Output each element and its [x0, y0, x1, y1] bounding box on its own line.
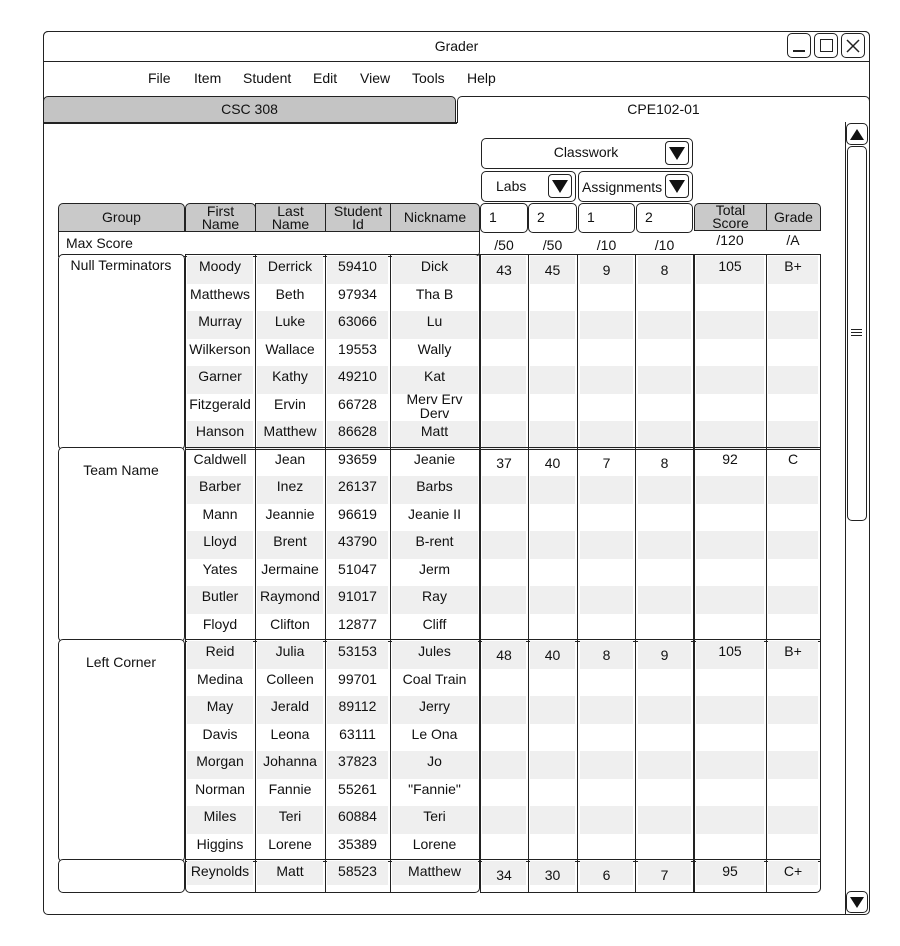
chevron-down-icon — [665, 174, 689, 198]
group-score-asg1[interactable]: 6 — [602, 867, 611, 883]
student-last-name: Inez — [276, 478, 304, 494]
group-name: Team Name — [83, 461, 159, 478]
student-nickname: Matt — [420, 423, 449, 439]
student-first-name: Murray — [198, 313, 242, 329]
student-nickname: "Fannie" — [408, 780, 461, 797]
assignment-2-header[interactable]: 2 — [636, 203, 693, 233]
student-nickname: Matthew — [408, 863, 461, 879]
student-first-name: Yates — [202, 560, 238, 577]
student-first-name: Higgins — [196, 835, 244, 852]
column-border — [480, 859, 529, 893]
lab-1-header[interactable]: 1 — [480, 203, 528, 233]
group-name: Left Corner — [85, 654, 157, 670]
group-grade: B+ — [784, 643, 802, 659]
arrow-up-icon — [850, 129, 864, 140]
group-score-asg2[interactable]: 9 — [660, 647, 669, 663]
minimize-button[interactable] — [787, 33, 811, 58]
tab-divider — [43, 122, 457, 124]
column-border — [694, 859, 767, 893]
student-id: 91017 — [338, 588, 377, 604]
lab-2-header[interactable]: 2 — [528, 203, 577, 233]
student-last-name: Luke — [274, 313, 306, 329]
group-score-asg1[interactable]: 9 — [602, 262, 611, 278]
window-title: Grader — [434, 38, 479, 54]
student-id: 97934 — [338, 285, 377, 302]
student-last-name: Wallace — [265, 340, 315, 357]
max-score-grade: /A — [786, 232, 800, 248]
menu-file[interactable]: File — [148, 70, 171, 86]
column-border — [390, 859, 480, 893]
student-first-name: Norman — [195, 780, 245, 797]
maximize-button[interactable] — [814, 33, 838, 58]
column-border — [528, 639, 578, 862]
column-header-nickname[interactable]: Nickname — [390, 203, 480, 232]
minimize-icon — [793, 50, 805, 52]
student-last-name: Clifton — [270, 615, 310, 632]
menu-tools[interactable]: Tools — [412, 70, 445, 86]
column-border — [635, 639, 694, 862]
scroll-down-button[interactable] — [846, 891, 868, 913]
student-first-name: Wilkerson — [189, 340, 251, 357]
group-score-asg2[interactable]: 8 — [660, 454, 669, 471]
student-last-name: Beth — [275, 285, 305, 302]
student-id: 35389 — [338, 835, 377, 852]
column-border — [390, 254, 480, 450]
column-border — [577, 859, 636, 893]
scroll-up-button[interactable] — [846, 123, 868, 145]
student-id: 19553 — [338, 340, 377, 357]
column-border — [480, 639, 529, 862]
student-id: 12877 — [338, 615, 377, 632]
labs-dropdown-value: Labs — [496, 178, 527, 194]
group-total: 105 — [718, 258, 742, 274]
student-last-name: Jeannie — [265, 505, 315, 522]
group-score-lab1[interactable]: 43 — [496, 262, 512, 278]
title-bar — [43, 31, 870, 62]
student-first-name: Butler — [201, 588, 239, 604]
student-first-name: Morgan — [196, 753, 244, 769]
student-first-name: May — [206, 698, 234, 714]
student-last-name: Leona — [270, 725, 310, 742]
column-border — [635, 254, 694, 450]
group-total: 105 — [718, 643, 742, 659]
student-last-name: Jerald — [270, 698, 310, 714]
column-border — [694, 254, 767, 450]
student-nickname: Ray — [422, 588, 447, 604]
student-last-name: Derrick — [267, 258, 313, 274]
group-score-asg1[interactable]: 7 — [602, 454, 611, 471]
student-last-name: Matthew — [263, 423, 317, 439]
student-first-name: Caldwell — [193, 450, 247, 467]
student-last-name: Kathy — [272, 368, 308, 384]
student-id: 93659 — [338, 450, 377, 467]
max-score-label: Max Score — [66, 235, 133, 251]
group-score-asg1[interactable]: 8 — [602, 647, 611, 663]
menu-help[interactable]: Help — [467, 70, 496, 86]
column-border — [390, 447, 480, 643]
student-nickname: Le Ona — [411, 725, 458, 742]
column-border — [255, 254, 326, 450]
column-border — [577, 639, 636, 862]
column-header-last-name[interactable]: Last Name — [255, 203, 326, 232]
student-id: 63066 — [338, 313, 377, 329]
max-score-lab-2: /50 — [542, 237, 563, 253]
student-nickname: Lorene — [412, 835, 457, 852]
tab-label: CPE102-01 — [627, 101, 700, 117]
student-last-name: Johanna — [263, 753, 317, 769]
column-border — [766, 447, 821, 643]
menu-edit[interactable]: Edit — [313, 70, 338, 86]
group-score-asg2[interactable]: 7 — [660, 867, 669, 883]
column-border — [694, 639, 767, 862]
labs-dropdown[interactable] — [481, 171, 576, 202]
student-id: 51047 — [338, 560, 377, 577]
group-grade: B+ — [784, 258, 802, 274]
student-first-name: Moody — [198, 258, 242, 274]
student-nickname: Dick — [420, 258, 449, 274]
arrow-down-icon — [850, 897, 864, 908]
group-cell[interactable] — [58, 447, 185, 643]
student-last-name: Teri — [278, 808, 302, 824]
tab-cpe102-01[interactable] — [457, 96, 870, 123]
student-last-name: Ervin — [274, 395, 306, 412]
column-border — [325, 859, 391, 893]
student-last-name: Raymond — [260, 588, 320, 604]
student-nickname: Jeanie — [413, 450, 456, 467]
tab-csc-308[interactable] — [43, 96, 456, 123]
classwork-dropdown[interactable] — [481, 138, 693, 169]
group-score-asg2[interactable]: 8 — [660, 262, 669, 278]
student-last-name: Colleen — [266, 670, 314, 687]
student-first-name: Matthews — [190, 285, 250, 302]
student-first-name: Medina — [197, 670, 243, 687]
student-first-name: Miles — [203, 808, 237, 824]
student-first-name: Fitzgerald — [189, 395, 251, 412]
column-border — [325, 254, 391, 450]
max-score-assignment-2: /10 — [654, 237, 675, 253]
column-border — [766, 859, 821, 893]
chevron-down-icon — [665, 141, 689, 165]
student-id: 99701 — [338, 670, 377, 687]
student-first-name: Garner — [198, 368, 242, 384]
tab-label: CSC 308 — [221, 101, 278, 117]
student-nickname: Kat — [423, 368, 445, 384]
assignment-1-header[interactable]: 1 — [578, 203, 635, 233]
student-first-name: Floyd — [202, 615, 238, 632]
group-total: 95 — [722, 863, 738, 879]
student-nickname: Jerry — [418, 698, 451, 714]
student-first-name: Hanson — [195, 423, 245, 439]
grip-line — [851, 332, 862, 333]
student-nickname: Cliff — [422, 615, 447, 632]
student-nickname: Barbs — [416, 478, 453, 494]
student-first-name: Reid — [205, 643, 235, 659]
student-first-name: Barber — [198, 478, 242, 494]
column-border — [766, 254, 821, 450]
student-last-name: Fannie — [268, 780, 312, 797]
column-header-grade[interactable]: Grade — [766, 203, 821, 231]
group-score-lab1[interactable]: 34 — [496, 867, 512, 883]
column-header-total-score[interactable]: Total Score — [694, 203, 767, 231]
classwork-dropdown-value: Classwork — [553, 144, 619, 160]
column-border — [325, 639, 391, 862]
chevron-down-icon — [548, 174, 572, 198]
max-score-assignment-1: /10 — [596, 237, 617, 253]
column-header-first-name[interactable]: First Name — [185, 203, 256, 232]
student-nickname: Lu — [426, 313, 443, 329]
group-score-lab1[interactable]: 48 — [496, 647, 512, 663]
column-border — [528, 254, 578, 450]
student-id: 96619 — [338, 505, 377, 522]
column-border — [255, 447, 326, 643]
student-id: 59410 — [338, 258, 377, 274]
student-nickname: Merv Erv Derv — [406, 391, 463, 419]
group-score-lab2[interactable]: 40 — [544, 454, 561, 471]
student-first-name: Mann — [202, 505, 238, 522]
column-border — [390, 639, 480, 862]
student-nickname: Wally — [417, 340, 452, 357]
student-last-name: Matt — [276, 863, 304, 879]
close-icon — [845, 38, 861, 54]
student-last-name: Lorene — [268, 835, 312, 852]
student-id: 60884 — [338, 808, 377, 824]
group-cell[interactable] — [58, 639, 185, 862]
group-cell[interactable] — [58, 859, 185, 893]
student-id: 49210 — [338, 368, 377, 384]
column-border — [528, 447, 578, 643]
scrollbar-thumb[interactable] — [847, 146, 867, 521]
column-border — [185, 254, 256, 450]
group-cell[interactable] — [58, 254, 185, 450]
student-last-name: Jean — [274, 450, 306, 467]
student-nickname: Jeanie II — [408, 505, 461, 522]
group-grade: C+ — [783, 863, 803, 879]
student-nickname: Tha B — [415, 285, 454, 302]
column-header-student-id[interactable]: Student Id — [325, 203, 391, 232]
student-nickname: Coal Train — [402, 670, 467, 687]
group-score-lab2[interactable]: 40 — [544, 647, 561, 663]
student-id: 86628 — [338, 423, 377, 439]
assignments-dropdown[interactable] — [578, 171, 693, 202]
max-score-lab-1: /50 — [494, 237, 514, 253]
student-id: 66728 — [338, 395, 377, 412]
close-button[interactable] — [841, 33, 865, 58]
student-nickname: Jo — [427, 753, 442, 769]
student-nickname: Jules — [418, 643, 451, 659]
group-score-lab2[interactable]: 45 — [544, 262, 561, 278]
column-border — [185, 859, 256, 893]
column-border — [325, 447, 391, 643]
column-header-group[interactable]: Group — [58, 203, 185, 232]
column-border — [255, 859, 326, 893]
maximize-icon — [820, 39, 833, 52]
menu-student[interactable]: Student — [243, 70, 292, 86]
student-first-name: Davis — [202, 725, 238, 742]
student-id: 63111 — [339, 725, 376, 742]
student-id: 55261 — [338, 780, 377, 797]
max-score-total: /120 — [716, 232, 744, 248]
column-border — [528, 859, 578, 893]
column-border — [577, 447, 636, 643]
student-id: 37823 — [338, 753, 377, 769]
student-last-name: Jermaine — [261, 560, 319, 577]
student-id: 26137 — [338, 478, 377, 494]
student-first-name: Reynolds — [190, 863, 250, 879]
column-border — [766, 639, 821, 862]
student-last-name: Brent — [273, 533, 307, 549]
student-id: 89112 — [338, 698, 377, 714]
group-name: Null Terminators — [70, 257, 172, 273]
student-id: 43790 — [338, 533, 377, 549]
group-grade: C — [787, 450, 799, 467]
student-id: 53153 — [338, 643, 377, 659]
student-first-name: Lloyd — [203, 533, 237, 549]
menu-view[interactable]: View — [360, 70, 391, 86]
menu-item[interactable]: Item — [194, 70, 222, 86]
column-border — [185, 447, 256, 643]
column-border — [635, 447, 694, 643]
student-nickname: Teri — [423, 808, 446, 824]
student-id: 58523 — [338, 863, 377, 879]
assignments-dropdown-value: Assignments — [582, 179, 663, 195]
column-border — [577, 254, 636, 450]
student-nickname: B-rent — [415, 533, 454, 549]
student-last-name: Julia — [275, 643, 305, 659]
group-score-lab1[interactable]: 37 — [496, 454, 512, 471]
column-border — [694, 447, 767, 643]
column-border — [255, 639, 326, 862]
column-border — [185, 639, 256, 862]
column-border — [480, 447, 529, 643]
column-border — [480, 254, 529, 450]
column-border — [635, 859, 694, 893]
group-score-lab2[interactable]: 30 — [544, 867, 561, 883]
student-nickname: Jerm — [418, 560, 451, 577]
group-total: 92 — [722, 450, 738, 467]
